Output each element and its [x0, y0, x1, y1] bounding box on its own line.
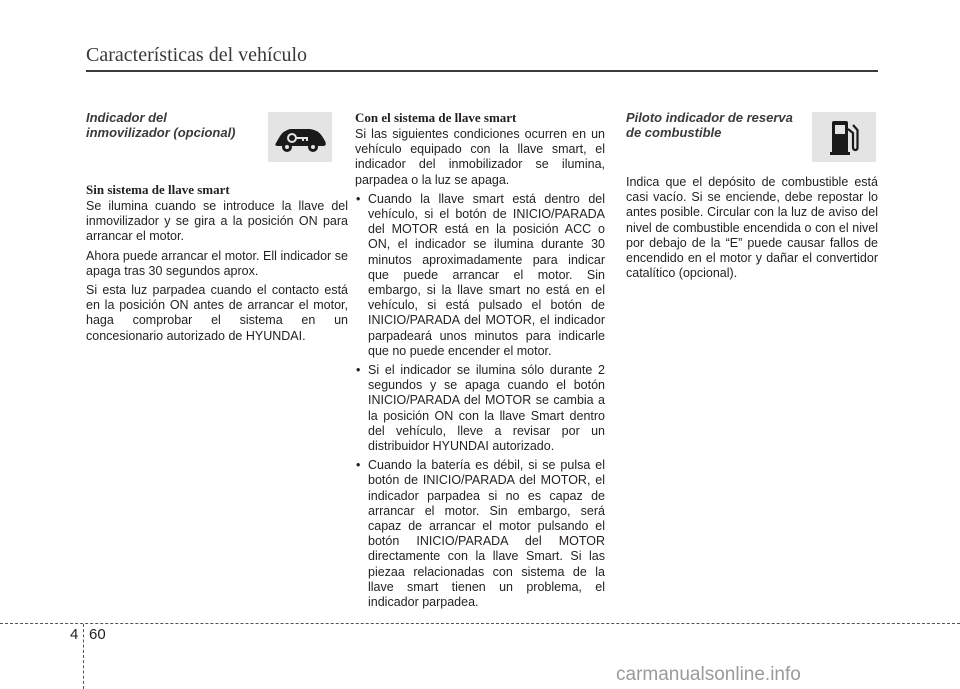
chapter-number: 4	[70, 626, 79, 643]
list-item	[355, 363, 605, 454]
paragraph: Ahora puede arrancar el motor. Ell indicador se apaga tras 30 segundos aprox.	[86, 248, 348, 278]
bullet-dot: •	[356, 191, 361, 206]
list-item-text: Si el indicador se ilumina sólo durante 2 segundos y se apaga cuando el botón INICIO/PARADA del MOTOR se cambia a la posición ON con la llave Smart dentro del vehículo, lleve a revisar por un distribuidor HYUNDAI autorizado.	[368, 363, 605, 454]
car-key-icon	[268, 112, 332, 162]
section-title-line2: de combustible	[626, 125, 722, 140]
fuel-pump-icon	[812, 112, 876, 162]
page-header-title: Características del vehículo	[86, 44, 308, 66]
bullet-dot: •	[356, 458, 361, 473]
bullet-dot: •	[356, 363, 361, 378]
section-title-line2: inmovilizador (opcional)	[86, 125, 236, 140]
section-title-line1: Piloto indicador de reserva	[626, 110, 793, 125]
list-item-text: Cuando la batería es débil, si se pulsa el botón de INICIO/PARADA del MOTOR, el indicador parpadea si no es capaz de arrancar el motor. Sin embargo, será capaz de arrancar el motor pulsando el botón INICIO/PARADA del MOTOR directamente con la llave Smart. Si las piezaa relacionadas con sistema de la llave smart tienen un problema, el indicador parpadea.	[368, 458, 605, 610]
list-item	[355, 192, 605, 359]
footer-divider	[83, 624, 84, 689]
footer-rule	[0, 623, 960, 624]
paragraph: Se ilumina cuando se introduce la llave del inmovilizador y se gira a la posición ON para arrancar el motor.	[86, 199, 348, 244]
subheading-smart-key: Con el sistema de llave smart	[355, 110, 517, 125]
section-title-line1: Indicador del	[86, 110, 167, 125]
list-item	[355, 458, 605, 610]
bullet-list	[355, 192, 605, 610]
paragraph-intro: Si las siguientes condiciones ocurren en un vehículo equipado con la llave smart, el indicador del inmobilizador se ilumina, parpadea o la luz se apaga.	[355, 127, 605, 187]
subheading-no-smart-key: Sin sistema de llave smart	[86, 182, 230, 197]
header-rule	[86, 70, 878, 72]
paragraph: Si esta luz parpadea cuando el contacto está en la posición ON antes de arrancar el motor, haga comprobar el sistema en un concesionario autorizado de HYUNDAI.	[86, 283, 348, 343]
paragraph-fuel: Indica que el depósito de combustible está casi vacío. Si se enciende, debe repostar lo antes posible. Circular con la luz de aviso del nivel de combustible encendida o con el nivel por debajo de la “E” puede causar fallos de encendido en el motor y dañar el convertidor catalítico (opcional).	[626, 175, 878, 281]
list-item-text: Cuando la llave smart está dentro del vehículo, si el botón de INICIO/PARADA del MOTOR está en la posición ACC o ON, el indicador se ilumina durante 30 minutos aproximadamente para indicar que puede arrancar el motor. Sin embargo, si la llave smart no está en el vehículo, si está pulsado el botón de INICIO/PARADA del MOTOR, el indicador parpadeará unos minutos para indicarle que no puede encender el motor.	[368, 191, 605, 358]
page-number: 60	[89, 626, 106, 643]
column-smart-key	[355, 110, 605, 614]
watermark: carmanualsonline.info	[616, 664, 801, 685]
